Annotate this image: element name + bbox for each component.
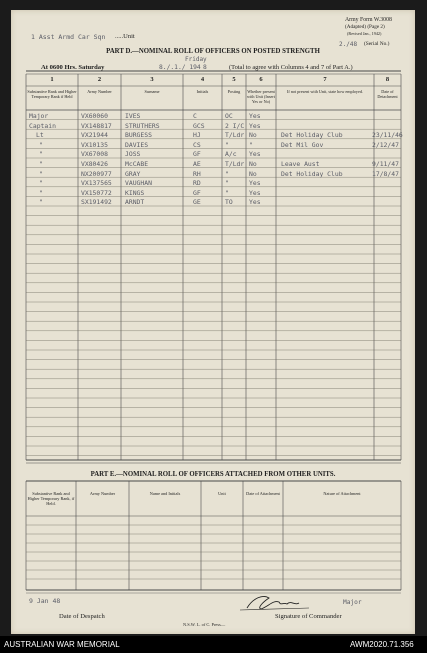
- cell-present: ": [249, 140, 253, 149]
- unit-value: 1 Asst Armd Car Sqn: [31, 33, 106, 41]
- cell-surname: McCABE: [125, 160, 149, 168]
- cell-surname: GRAY: [125, 169, 141, 178]
- cell-number: VX10135: [81, 140, 108, 149]
- cell-date: 23/11/46: [372, 131, 403, 140]
- cell-rank: ": [39, 198, 43, 207]
- cell-initials: GF: [193, 150, 201, 159]
- form-sheet: [11, 10, 415, 634]
- cell-date: 2/12/47: [372, 140, 399, 149]
- part-e-column-2: Army Number: [89, 491, 116, 496]
- cell-surname: JOSS: [125, 150, 141, 159]
- cell-date: 9/11/47: [372, 160, 399, 168]
- form-ruling: [11, 10, 415, 634]
- cell-surname: KINGS: [125, 188, 145, 197]
- column-header-4: Initials: [196, 89, 209, 94]
- column-header-3: Surname: [144, 89, 160, 94]
- printer-imprint: N.S.W. L. of C. Press—: [183, 622, 226, 627]
- part-e-column-6: Nature of Attachment: [323, 491, 361, 496]
- cell-date: 17/8/47: [372, 169, 399, 178]
- roll-year: 8: [203, 64, 207, 71]
- cell-surname: IVES: [125, 112, 141, 120]
- cell-number: NX200977: [81, 169, 112, 178]
- column-number-8: 8: [385, 76, 390, 83]
- column-number-3: 3: [150, 76, 154, 83]
- column-number-2: 2: [97, 76, 102, 83]
- cell-present: Yes: [249, 150, 261, 159]
- cell-surname: DAVIES: [125, 140, 149, 149]
- part-e-title: PART E.—NOMINAL ROLL OF OFFICERS ATTACHED FROM OTHER UNITS.: [90, 471, 336, 478]
- strength-line-prefix: At 0600 Hrs. Saturday: [41, 64, 105, 71]
- cell-present: Yes: [249, 121, 261, 130]
- cell-present: Yes: [249, 198, 261, 207]
- cell-present: No: [249, 160, 257, 168]
- cell-rank: ": [39, 179, 43, 188]
- form-revised: (Revised Jan., 1942): [347, 31, 382, 36]
- unit-label: .....Unit: [115, 33, 135, 40]
- cell-posting: T/Ldr: [225, 131, 245, 140]
- archive-name: AUSTRALIAN WAR MEMORIAL: [4, 640, 120, 649]
- cell-rank: Lt: [36, 131, 44, 140]
- part-e-column-4: Unit: [218, 491, 226, 496]
- cell-present: Yes: [249, 112, 261, 120]
- column-header-1: Substantive Rank and Higher Temporary Rank if Held: [27, 89, 77, 99]
- column-number-4: 4: [200, 76, 205, 83]
- despatch-label: Date of Despatch: [59, 613, 105, 620]
- cell-number: VX21944: [81, 131, 108, 140]
- cell-number: VX67008: [81, 150, 108, 159]
- cell-present: No: [249, 131, 257, 140]
- cell-number: VX137565: [81, 179, 112, 188]
- form-number: Army Form W.3008: [345, 17, 392, 23]
- serial-value: 2./48: [339, 41, 358, 48]
- cell-number: SX191492: [81, 198, 112, 207]
- cell-initials: GE: [193, 198, 201, 207]
- cell-employed: Det Holiday Club: [281, 169, 343, 178]
- signature-rank: Major: [343, 599, 362, 606]
- cell-surname: BURGESS: [125, 131, 152, 140]
- cell-rank: Captain: [29, 121, 56, 130]
- part-e-column-3: Name and Initials: [149, 491, 181, 496]
- cell-posting: T/Ldr: [225, 160, 245, 168]
- commander-label: Signature of Commander: [275, 613, 342, 620]
- column-header-7: If not present with Unit, state how employed.: [287, 89, 363, 94]
- archive-footer: [0, 636, 427, 653]
- cell-surname: STRUTHERS: [125, 121, 160, 130]
- serial-label: (Serial No.): [364, 41, 390, 47]
- cell-initials: RH: [193, 169, 201, 178]
- column-header-8: Date of Detachment: [377, 89, 398, 99]
- cell-number: VX80426: [81, 160, 108, 168]
- cell-employed: Det Holiday Club: [281, 131, 343, 140]
- cell-number: VX60060: [81, 112, 108, 120]
- part-e-column-5: Date of Attachment: [246, 491, 280, 496]
- cell-present: No: [249, 169, 257, 178]
- friday-correction: Friday: [185, 56, 207, 63]
- column-header-2: Army Number: [87, 89, 112, 94]
- column-number-7: 7: [323, 76, 327, 83]
- cell-initials: C: [193, 112, 197, 120]
- column-number-6: 6: [259, 76, 263, 83]
- column-number-1: 1: [50, 76, 54, 83]
- part-e-column-1: Substantive Rank and Higher Temporary Rank, if Held.: [27, 491, 75, 506]
- cell-initials: AE: [193, 160, 201, 168]
- cell-rank: ": [39, 169, 43, 178]
- cell-initials: GF: [193, 188, 201, 197]
- cell-rank: ": [39, 150, 43, 159]
- cell-initials: CS: [193, 140, 201, 149]
- cell-posting: TO: [225, 198, 233, 207]
- cell-posting: ": [225, 169, 229, 178]
- cell-rank: Major: [29, 112, 49, 120]
- archive-reference: AWM2020.71.356: [350, 640, 414, 649]
- cell-posting: ": [225, 188, 229, 197]
- roll-date: 8./.1./ 194: [159, 64, 201, 71]
- strength-line-suffix: (Total to agree with Columns 4 and 7 of Part A.): [229, 64, 353, 71]
- cell-rank: ": [39, 160, 43, 168]
- cell-initials: HJ: [193, 131, 201, 140]
- column-header-6: Whether present with Unit (Insert Yes or No): [247, 89, 275, 104]
- cell-posting: 2 I/C: [225, 121, 245, 130]
- despatch-date: 9 Jan 48: [29, 597, 61, 605]
- column-number-5: 5: [232, 76, 236, 83]
- cell-posting: A/c: [225, 150, 237, 159]
- cell-posting: ": [225, 179, 229, 188]
- cell-rank: ": [39, 140, 43, 149]
- cell-present: Yes: [249, 188, 261, 197]
- part-d-title: PART D.—NOMINAL ROLL OF OFFICERS ON POSTED STRENGTH: [106, 48, 320, 55]
- column-header-5: Posting: [227, 89, 241, 94]
- cell-surname: ARNDT: [125, 198, 145, 207]
- cell-surname: VAUGHAN: [125, 179, 152, 188]
- form-adapted: (Adapted) (Page 2): [345, 24, 385, 30]
- cell-posting: OC: [225, 112, 233, 120]
- cell-employed: Leave Aust: [281, 160, 320, 168]
- cell-number: VX150772: [81, 188, 112, 197]
- cell-initials: GCS: [193, 121, 205, 130]
- cell-rank: ": [39, 188, 43, 197]
- cell-initials: RD: [193, 179, 201, 188]
- cell-present: Yes: [249, 179, 261, 188]
- cell-employed: Det Mil Gov: [281, 140, 324, 149]
- cell-posting: ": [225, 140, 229, 149]
- cell-number: VX148817: [81, 121, 112, 130]
